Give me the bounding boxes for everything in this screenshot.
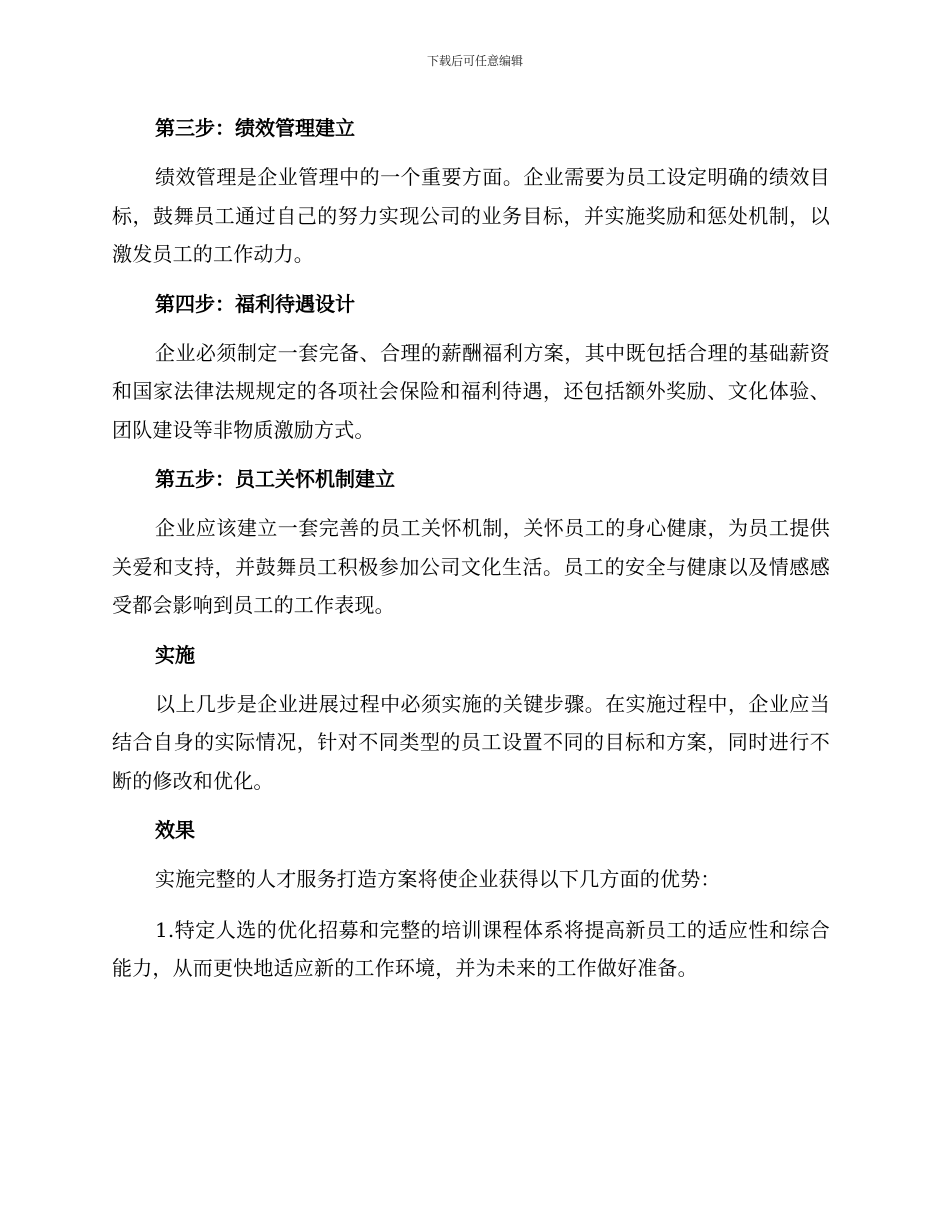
list-item: 1.特定人选的优化招募和完整的培训课程体系将提高新员工的适应性和综合能力，从而更快地适应新的工作环境，并为未来的工作做好准备。: [112, 917, 830, 980]
page-header: 下载后可任意编辑: [426, 54, 523, 68]
section-heading: 第五步：员工关怀机制建立: [155, 467, 395, 491]
section-paragraph: 绩效管理是企业管理中的一个重要方面。企业需要为员工设定明确的绩效目标，鼓舞员工通过自己的努力实现公司的业务目标，并实施奖励和惩处机制，以激发员工的工作动力。: [112, 165, 830, 266]
section-heading: 效果: [155, 818, 195, 842]
section-paragraph: 以上几步是企业进展过程中必须实施的关键步骤。在实施过程中，企业应当结合自身的实际情况，针对不同类型的员工设置不同的目标和方案，同时进行不断的修改和优化。: [112, 691, 830, 793]
document-body: [112, 110, 830, 1000]
section-paragraph: 企业必须制定一套完备、合理的薪酬福利方案，其中既包括合理的基础薪资和国家法律法规规定的各项社会保险和福利待遇，还包括额外奖励、文化体验、团队建设等非物质激励方式。: [112, 340, 830, 442]
section-heading: 第四步：福利待遇设计: [155, 291, 355, 316]
section-paragraph: 实施完整的人才服务打造方案将使企业获得以下几方面的优势：: [155, 867, 721, 891]
section-heading: 实施: [155, 642, 195, 667]
section-heading: 第三步：绩效管理建立: [155, 116, 355, 140]
section-paragraph: 企业应该建立一套完善的员工关怀机制，关怀员工的身心健康，为员工提供关爱和支持，并鼓舞员工积极参加公司文化生活。员工的安全与健康以及情感感受都会影响到员工的工作表现。: [112, 516, 830, 617]
